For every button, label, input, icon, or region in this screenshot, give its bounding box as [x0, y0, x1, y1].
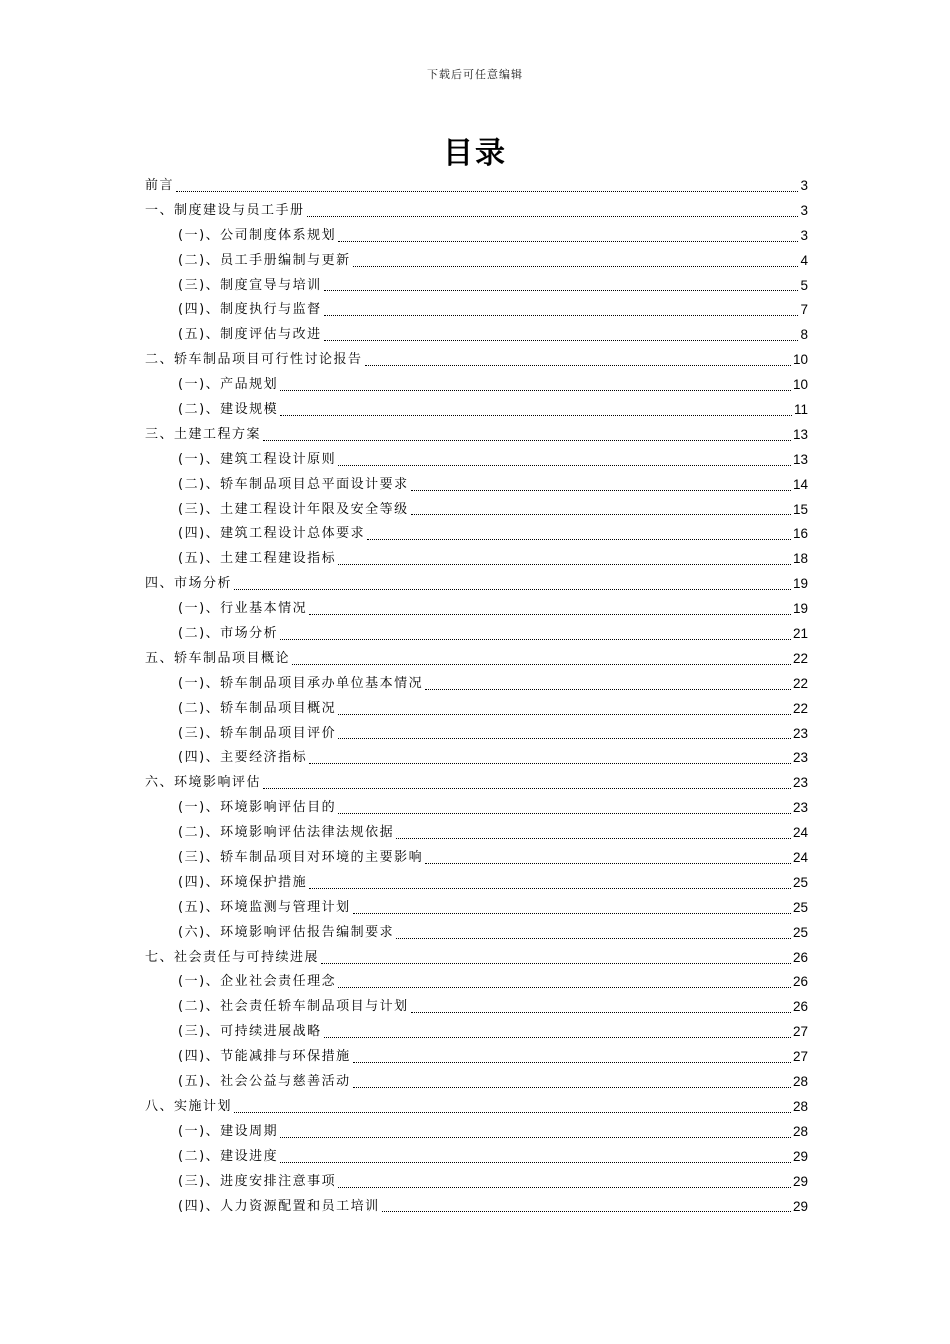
toc-dot-leader — [353, 913, 791, 914]
toc-entry-label: (五)、土建工程建设指标 — [178, 551, 337, 567]
toc-entry-page: 23 — [792, 800, 808, 816]
toc-entry-label: (二)、社会责任轿车制品项目与计划 — [178, 999, 409, 1015]
toc-entry[interactable] — [145, 1095, 808, 1120]
toc-entry-page: 11 — [793, 402, 808, 417]
toc-entry-page: 15 — [792, 501, 808, 517]
toc-entry-label: 三、土建工程方案 — [145, 426, 262, 442]
toc-entry-page: 27 — [792, 1049, 808, 1065]
toc-entry-label: (四)、人力资源配置和员工培训 — [178, 1198, 380, 1214]
toc-entry-page: 14 — [792, 476, 808, 492]
toc-dot-leader — [367, 539, 791, 540]
toc-entry-label: (二)、建设规模 — [178, 402, 279, 417]
toc-entry[interactable] — [145, 622, 808, 647]
toc-entry-label: 四、市场分析 — [145, 576, 233, 592]
toc-entry-page: 26 — [792, 999, 808, 1015]
toc-entry-label: (一)、轿车制品项目承办单位基本情况 — [178, 675, 424, 691]
toc-entry-label: 七、社会责任与可持续进展 — [145, 949, 320, 965]
toc-entry-label: (二)、轿车制品项目概况 — [178, 700, 337, 716]
toc-entry-label: (四)、制度执行与监督 — [178, 302, 322, 318]
toc-entry-label: (三)、土建工程设计年限及安全等级 — [178, 501, 409, 517]
toc-entry-label: (一)、环境影响评估目的 — [178, 800, 337, 816]
toc-entry[interactable] — [145, 722, 808, 747]
toc-entry[interactable] — [145, 921, 808, 946]
toc-entry[interactable] — [145, 647, 808, 672]
table-of-contents — [145, 174, 808, 1219]
toc-dot-leader — [280, 639, 791, 640]
toc-entry-label: (四)、节能减排与环保措施 — [178, 1049, 351, 1065]
toc-entry-label: 五、轿车制品项目概论 — [145, 650, 291, 666]
toc-entry-label: 前言 — [145, 177, 175, 193]
toc-entry[interactable] — [145, 373, 808, 398]
toc-entry-label: (二)、环境影响评估法律法规依据 — [178, 825, 395, 841]
toc-entry-page: 23 — [792, 750, 808, 766]
toc-entry[interactable] — [145, 298, 808, 323]
toc-entry[interactable] — [145, 174, 808, 199]
toc-entry-page: 28 — [792, 1074, 808, 1090]
toc-entry-page: 4 — [800, 252, 808, 268]
toc-dot-leader — [280, 1137, 791, 1138]
toc-entry[interactable] — [145, 224, 808, 249]
toc-dot-leader — [338, 987, 791, 988]
toc-dot-leader — [309, 763, 791, 764]
toc-entry-page: 27 — [792, 1024, 808, 1040]
toc-entry-page: 3 — [800, 177, 808, 193]
toc-entry-page: 26 — [792, 949, 808, 965]
toc-entry[interactable] — [145, 597, 808, 622]
toc-entry[interactable] — [145, 796, 808, 821]
toc-entry[interactable] — [145, 746, 808, 771]
toc-entry-page: 8 — [800, 327, 808, 343]
page-header: 下载后可任意编辑 — [427, 68, 523, 81]
toc-dot-leader — [338, 714, 791, 715]
toc-dot-leader — [338, 738, 791, 739]
toc-dot-leader — [396, 838, 791, 839]
toc-dot-leader — [338, 564, 791, 565]
toc-entry-label: (一)、企业社会责任理念 — [178, 974, 337, 990]
toc-entry[interactable] — [145, 498, 808, 523]
toc-entry-page: 13 — [792, 451, 808, 467]
toc-dot-leader — [353, 1062, 791, 1063]
toc-entry-label: (一)、产品规划 — [178, 377, 279, 393]
toc-entry-page: 22 — [792, 675, 808, 691]
toc-entry-label: (二)、轿车制品项目总平面设计要求 — [178, 476, 409, 492]
toc-entry-label: (三)、进度安排注意事项 — [178, 1173, 337, 1189]
toc-entry-page: 22 — [792, 650, 808, 666]
toc-entry[interactable] — [145, 1170, 808, 1195]
toc-dot-leader — [234, 589, 791, 590]
toc-entry-page: 18 — [792, 551, 808, 567]
toc-dot-leader — [338, 1187, 791, 1188]
toc-entry[interactable] — [145, 199, 808, 224]
toc-dot-leader — [353, 1087, 791, 1088]
toc-entry-label: (四)、建筑工程设计总体要求 — [178, 526, 366, 542]
toc-dot-leader — [425, 863, 791, 864]
toc-entry-label: (二)、建设进度 — [178, 1148, 279, 1164]
toc-entry[interactable] — [145, 971, 808, 996]
toc-entry[interactable] — [145, 572, 808, 597]
toc-dot-leader — [338, 813, 791, 814]
toc-entry[interactable] — [145, 1020, 808, 1045]
toc-dot-leader — [234, 1112, 791, 1113]
toc-entry-label: (一)、建筑工程设计原则 — [178, 451, 337, 467]
toc-entry-page: 22 — [792, 700, 808, 716]
toc-entry[interactable] — [145, 473, 808, 498]
toc-dot-leader — [425, 689, 791, 690]
toc-entry-page: 16 — [792, 526, 808, 542]
toc-dot-leader — [280, 1162, 791, 1163]
toc-entry[interactable] — [145, 771, 808, 796]
toc-entry-page: 3 — [800, 202, 808, 218]
toc-entry[interactable] — [145, 1045, 808, 1070]
toc-entry-page: 29 — [792, 1198, 808, 1214]
toc-entry-label: (一)、公司制度体系规划 — [178, 227, 337, 243]
toc-entry-label: 六、环境影响评估 — [145, 775, 262, 791]
toc-entry-label: (二)、员工手册编制与更新 — [178, 252, 351, 268]
toc-entry[interactable] — [145, 522, 808, 547]
page-title: 目录 — [443, 136, 507, 171]
toc-dot-leader — [324, 315, 799, 316]
toc-entry-page: 21 — [792, 626, 808, 642]
toc-entry-page: 24 — [792, 850, 808, 866]
toc-entry-page: 29 — [792, 1173, 808, 1189]
toc-dot-leader — [338, 241, 798, 242]
toc-entry-label: 一、制度建设与员工手册 — [145, 202, 305, 218]
toc-dot-leader — [353, 266, 799, 267]
toc-entry[interactable] — [145, 448, 808, 473]
toc-entry[interactable] — [145, 995, 808, 1020]
toc-entry-page: 24 — [792, 825, 808, 841]
toc-entry[interactable] — [145, 1120, 808, 1145]
toc-entry-page: 26 — [792, 974, 808, 990]
toc-entry-label: (三)、制度宣导与培训 — [178, 277, 322, 293]
toc-entry[interactable] — [145, 946, 808, 971]
toc-dot-leader — [176, 191, 798, 192]
toc-dot-leader — [280, 415, 792, 416]
toc-entry-label: (三)、轿车制品项目对环境的主要影响 — [178, 850, 424, 866]
toc-entry-label: 八、实施计划 — [145, 1098, 233, 1114]
toc-entry[interactable] — [145, 348, 808, 373]
toc-entry[interactable] — [145, 1145, 808, 1170]
toc-entry[interactable] — [145, 398, 808, 423]
toc-entry-page: 28 — [792, 1123, 808, 1139]
toc-entry[interactable] — [145, 846, 808, 871]
toc-dot-leader — [263, 788, 791, 789]
toc-entry-page: 5 — [800, 277, 808, 293]
toc-entry-page: 13 — [792, 426, 808, 442]
toc-entry-label: (二)、市场分析 — [178, 626, 279, 642]
toc-dot-leader — [411, 1012, 791, 1013]
toc-dot-leader — [309, 614, 791, 615]
toc-entry-label: (三)、可持续进展战略 — [178, 1024, 322, 1040]
toc-entry-page: 19 — [792, 576, 808, 592]
toc-entry[interactable] — [145, 672, 808, 697]
toc-entry-page: 29 — [792, 1148, 808, 1164]
toc-entry-label: (五)、环境监测与管理计划 — [178, 899, 351, 915]
toc-entry[interactable] — [145, 821, 808, 846]
toc-dot-leader — [263, 440, 791, 441]
toc-dot-leader — [324, 1037, 791, 1038]
toc-dot-leader — [338, 465, 791, 466]
toc-entry-page: 25 — [792, 874, 808, 890]
toc-dot-leader — [309, 888, 791, 889]
toc-dot-leader — [292, 664, 791, 665]
toc-entry[interactable] — [145, 274, 808, 299]
toc-entry-page: 23 — [792, 725, 808, 741]
toc-entry-page: 25 — [792, 899, 808, 915]
toc-entry-label: (五)、制度评估与改进 — [178, 327, 322, 343]
toc-entry-page: 7 — [800, 302, 808, 318]
toc-entry-page: 19 — [792, 601, 808, 617]
toc-entry-page: 28 — [792, 1098, 808, 1114]
toc-entry[interactable] — [145, 323, 808, 348]
toc-dot-leader — [382, 1211, 791, 1212]
toc-dot-leader — [411, 490, 791, 491]
toc-entry-page: 25 — [792, 924, 808, 940]
toc-entry-label: (五)、社会公益与慈善活动 — [178, 1074, 351, 1090]
toc-dot-leader — [365, 365, 791, 366]
toc-dot-leader — [324, 290, 799, 291]
toc-entry[interactable] — [145, 423, 808, 448]
toc-entry[interactable] — [145, 1070, 808, 1095]
toc-entry-label: (四)、主要经济指标 — [178, 750, 308, 766]
toc-dot-leader — [324, 340, 799, 341]
toc-dot-leader — [321, 963, 791, 964]
toc-dot-leader — [280, 390, 791, 391]
toc-entry-label: (四)、环境保护措施 — [178, 874, 308, 890]
toc-entry-label: (一)、行业基本情况 — [178, 601, 308, 617]
toc-entry-label: 二、轿车制品项目可行性讨论报告 — [145, 352, 363, 368]
toc-entry-page: 10 — [792, 377, 808, 393]
toc-entry[interactable] — [145, 697, 808, 722]
toc-entry[interactable] — [145, 896, 808, 921]
toc-entry[interactable] — [145, 871, 808, 896]
toc-entry[interactable] — [145, 249, 808, 274]
toc-entry-page: 23 — [792, 775, 808, 791]
toc-entry-page: 3 — [800, 227, 808, 243]
toc-entry-label: (三)、轿车制品项目评价 — [178, 725, 337, 741]
toc-dot-leader — [396, 938, 791, 939]
toc-entry[interactable] — [145, 1195, 808, 1220]
toc-dot-leader — [411, 514, 791, 515]
toc-entry-label: (六)、环境影响评估报告编制要求 — [178, 924, 395, 940]
toc-entry[interactable] — [145, 547, 808, 572]
toc-dot-leader — [307, 216, 799, 217]
toc-entry-label: (一)、建设周期 — [178, 1123, 279, 1139]
toc-entry-page: 10 — [792, 352, 808, 368]
